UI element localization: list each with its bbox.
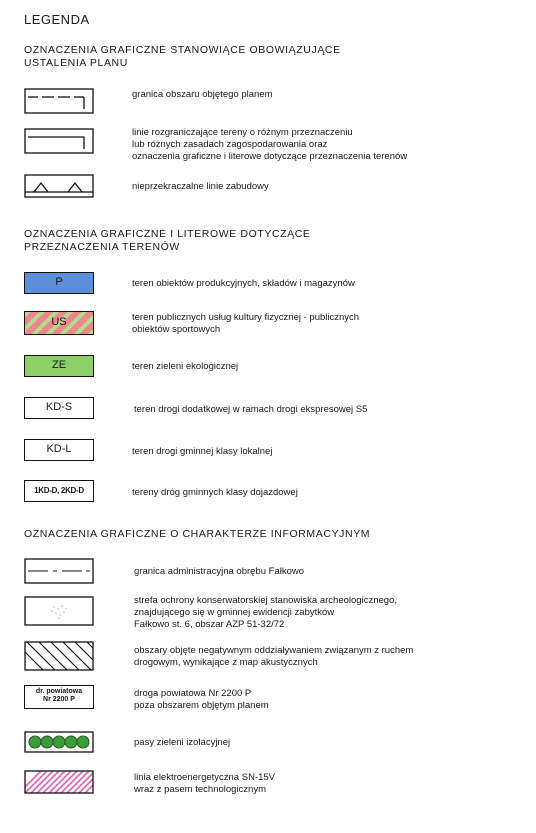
- legend-title: LEGENDA: [24, 12, 90, 27]
- symbol-zone-us: [24, 311, 94, 335]
- section-heading-binding: OZNACZENIA GRAFICZNE STANOWIĄCE OBOWIĄZUJĄCE USTALENIA PLANU: [24, 44, 341, 69]
- item-desc-zone-p: teren obiektów produkcyjnych, składów i magazynów: [132, 278, 355, 289]
- symbol-zone-kd-d: 1KD-D, 2KD-D: [24, 480, 94, 502]
- item-desc-building-lines: nieprzekraczalne linie zabudowy: [132, 181, 269, 192]
- section-heading-land-use: OZNACZENIA GRAFICZNE I LITEROWE DOTYCZĄCE PRZEZNACZENIA TERENÓW: [24, 228, 311, 253]
- symbol-demarcation-lines: [24, 128, 94, 154]
- zone-ze-fill: ZE: [25, 356, 93, 376]
- symbol-plan-boundary: [24, 88, 94, 114]
- item-desc-archaeology-zone: strefa ochrony konserwatorskiej stanowiska archeologicznego, znajdującego się w gminnej ewidencji zabytków Fałkowo st. 6, obszar AZP 51-32/72: [134, 595, 397, 630]
- symbol-zone-kd-s: KD-S: [24, 397, 94, 419]
- item-desc-admin-boundary: granica administracyjna obrębu Fałkowo: [134, 566, 305, 577]
- symbol-archaeology-zone: [24, 596, 94, 626]
- symbol-county-road: dr. powiatowa Nr 2200 P: [24, 685, 94, 709]
- item-desc-zone-kd-d: tereny dróg gminnych klasy dojazdowej: [132, 487, 298, 498]
- zone-p-fill: P: [25, 273, 93, 293]
- symbol-admin-boundary: [24, 558, 94, 584]
- item-desc-power-line: linia elektroenergetyczna SN-15V wraz z pasem technologicznym: [134, 772, 275, 795]
- item-desc-zone-kd-s: teren drogi dodatkowej w ramach drogi ekspresowej S5: [134, 404, 368, 415]
- item-desc-green-belts: pasy zieleni izolacyjnej: [134, 737, 231, 748]
- item-desc-county-road: droga powiatowa Nr 2200 P poza obszarem objętym planem: [134, 688, 269, 711]
- section-heading-informational: OZNACZENIA GRAFICZNE O CHARAKTERZE INFORMACYJNYM: [24, 528, 371, 540]
- symbol-noise-zone: [24, 641, 94, 671]
- zone-us-label: US: [51, 316, 67, 328]
- item-desc-noise-zone: obszary objęte negatywnym oddziaływaniem związanym z ruchem drogowym, wynikające z map akustycznych: [134, 645, 414, 668]
- item-desc-demarcation-lines: linie rozgraniczające tereny o różnym przeznaczeniu lub różnych zasadach zagospodarowania oraz oznaczenia graficzne i literowe dotyczące przeznaczenia terenów: [132, 127, 408, 162]
- item-desc-plan-boundary: granica obszaru objętego planem: [132, 89, 273, 100]
- symbol-building-lines: [24, 174, 94, 198]
- symbol-zone-p: [24, 272, 94, 294]
- symbol-zone-kd-l: KD-L: [24, 439, 94, 461]
- item-desc-zone-kd-l: teren drogi gminnej klasy lokalnej: [132, 446, 273, 457]
- symbol-green-belts: [24, 731, 94, 753]
- symbol-zone-ze: [24, 355, 94, 377]
- item-desc-zone-ze: teren zieleni ekologicznej: [132, 361, 239, 372]
- item-desc-zone-us: teren publicznych usług kultury fizycznej - publicznych obiektów sportowych: [132, 312, 360, 335]
- symbol-power-line: [24, 770, 94, 794]
